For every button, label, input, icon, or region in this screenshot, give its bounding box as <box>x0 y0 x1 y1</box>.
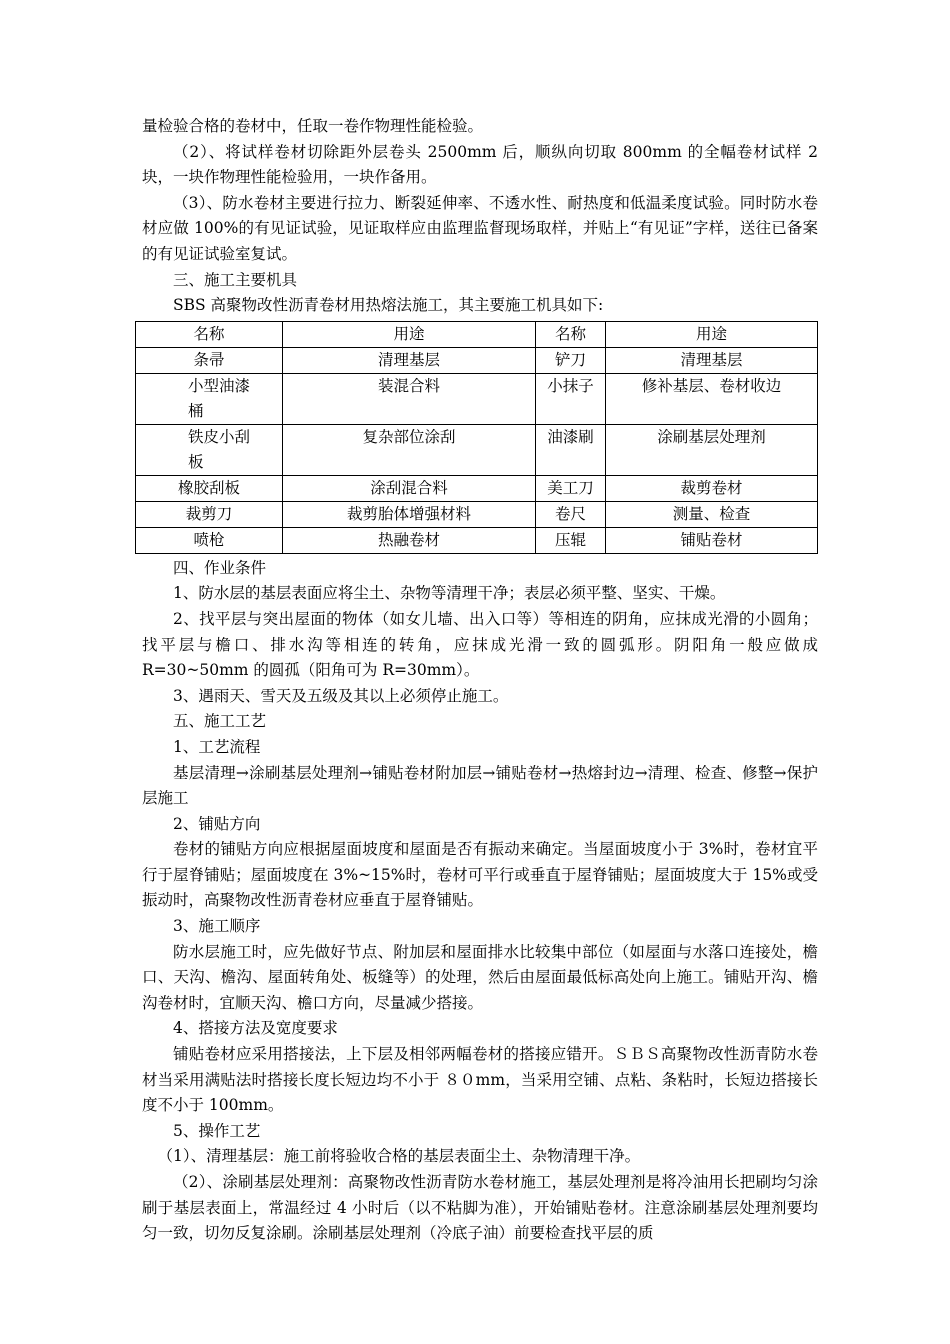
table-cell: 小抹子 <box>536 373 606 424</box>
table-cell: 清理基层 <box>606 347 818 373</box>
table-header-cell: 用途 <box>606 321 818 347</box>
table-row <box>136 373 818 424</box>
table-cell: 小型油漆桶 <box>136 373 283 424</box>
table-cell: 裁剪胎体增强材料 <box>283 501 536 527</box>
paragraph: （2）、涂刷基层处理剂：高聚物改性沥青防水卷材施工，基层处理剂是将冷油用长把刷均匀涂刷于基层表面上，常温经过 4 小时后（以不粘脚为准），开始铺贴卷材。注意涂刷基层处理剂要均匀一致，切勿反复涂刷。涂刷基层处理剂（冷底子油）前要检查找平层的质 <box>142 1173 818 1243</box>
table-cell: 涂刷基层处理剂 <box>606 424 818 475</box>
table-row <box>136 347 818 373</box>
table-cell: 修补基层、卷材收边 <box>606 373 818 424</box>
table-cell: 复杂部位涂刮 <box>283 424 536 475</box>
subsection-heading: 5、操作工艺 <box>173 1121 261 1140</box>
table-cell: 热融卷材 <box>283 527 536 553</box>
table-cell: 裁剪刀 <box>136 501 283 527</box>
subsection-heading: 2、铺贴方向 <box>173 814 261 833</box>
table-cell: 裁剪卷材 <box>606 475 818 501</box>
table-row <box>136 527 818 553</box>
paragraph: 基层清理→涂刷基层处理剂→铺贴卷材附加层→铺贴卷材→热熔封边→清理、检查、修整→保护层施工 <box>142 763 818 808</box>
table-row <box>136 424 818 475</box>
section-heading: 五、施工工艺 <box>173 712 267 731</box>
table-cell: 压辊 <box>536 527 606 553</box>
paragraph: （3）、防水卷材主要进行拉力、断裂延伸率、不透水性、耐热度和低温柔度试验。同时防水卷材应做 100%的有见证试验，见证取样应由监理监督现场取样，并贴上“有见证”字样，送往已备案的有见证试验室复试。 <box>142 193 818 263</box>
table-row <box>136 475 818 501</box>
paragraph: 量检验合格的卷材中，任取一卷作物理性能检验。 <box>142 117 484 135</box>
paragraph: 防水层施工时，应先做好节点、附加层和屋面排水比较集中部位（如屋面与水落口连接处，檐口、天沟、檐沟、屋面转角处、板缝等）的处理，然后由屋面最低标高处向上施工。铺贴开沟、檐沟卷材时，宜顺天沟、檐口方向，尽量减少搭接。 <box>142 942 818 1012</box>
table-header-cell: 用途 <box>283 321 536 347</box>
table-header-row <box>136 321 818 347</box>
paragraph: 卷材的铺贴方向应根据屋面坡度和屋面是否有振动来确定。当屋面坡度小于 3%时，卷材宜平行于屋脊铺贴；屋面坡度在 3%~15%时，卷材可平行或垂直于屋脊铺贴；屋面坡度大于 15%或受振动时，高聚物改性沥青卷材应垂直于屋脊铺贴。 <box>142 840 818 910</box>
tools-table <box>135 321 818 554</box>
subsection-heading: 1、工艺流程 <box>173 737 261 756</box>
section-heading: 三、施工主要机具 <box>173 270 298 289</box>
paragraph: 3、遇雨天、雪天及五级及其以上必须停止施工。 <box>173 686 509 705</box>
subsection-heading: 4、搭接方法及宽度要求 <box>173 1019 338 1038</box>
subsection-heading: 3、施工顺序 <box>173 917 261 936</box>
paragraph: 1、防水层的基层表面应将尘土、杂物等清理干净；表层必须平整、坚实、干燥。 <box>173 584 726 603</box>
paragraph: （1）、清理基层：施工前将验收合格的基层表面尘土、杂物清理干净。 <box>157 1147 641 1166</box>
paragraph: 2、找平层与突出屋面的物体（如女儿墙、出入口等）等相连的阴角，应抹成光滑的小圆角；找平层与檐口、排水沟等相连的转角，应抹成光滑一致的圆弧形。阴阳角一般应做成 R=30~50mm 的圆孤（阳角可为 R=30mm）。 <box>142 609 818 680</box>
table-cell: 装混合料 <box>283 373 536 424</box>
table-cell: 条帚 <box>136 347 283 373</box>
table-cell: 卷尺 <box>536 501 606 527</box>
table-header-cell: 名称 <box>536 321 606 347</box>
table-cell: 喷枪 <box>136 527 283 553</box>
paragraph: SBS 高聚物改性沥青卷材用热熔法施工，其主要施工机具如下: <box>173 296 604 315</box>
table-cell: 清理基层 <box>283 347 536 373</box>
table-cell: 涂刮混合料 <box>283 475 536 501</box>
table-cell: 铺贴卷材 <box>606 527 818 553</box>
table-cell: 橡胶刮板 <box>136 475 283 501</box>
table-cell: 铁皮小刮板 <box>136 424 283 475</box>
section-heading: 四、作业条件 <box>173 558 267 577</box>
paragraph: （2）、将试样卷材切除距外层卷头 2500mm 后，顺纵向切取 800mm 的全幅卷材试样 2 块，一块作物理性能检验用，一块作备用。 <box>142 142 818 187</box>
table-cell: 美工刀 <box>536 475 606 501</box>
table-cell: 铲刀 <box>536 347 606 373</box>
table-cell: 油漆刷 <box>536 424 606 475</box>
table-row <box>136 501 818 527</box>
table-header-cell: 名称 <box>136 321 283 347</box>
document-page <box>142 114 818 1247</box>
paragraph: 铺贴卷材应采用搭接法，上下层及相邻两幅卷材的搭接应错开。ＳＢＳ高聚物改性沥青防水卷材当采用满贴法时搭接长度长短边均不小于 ８０mm，当采用空铺、点粘、条粘时，长短边搭接长度不小于 100mm。 <box>142 1045 818 1115</box>
table-cell: 测量、检查 <box>606 501 818 527</box>
